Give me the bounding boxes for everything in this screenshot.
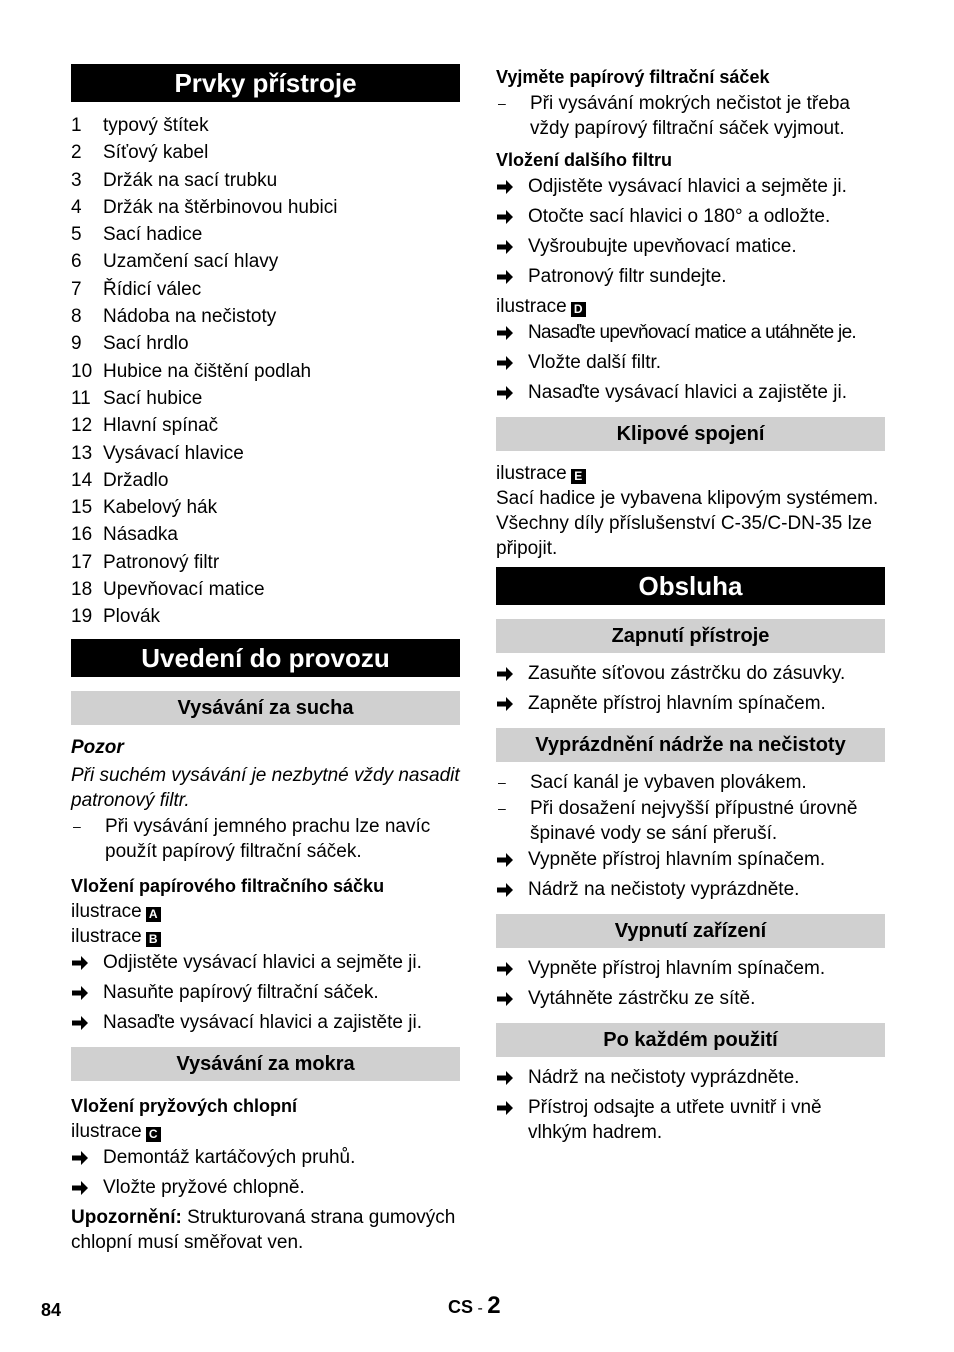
list-item: 4 Držák na štěrbinovou hubici bbox=[71, 196, 338, 218]
list-item: 19 Plovák bbox=[71, 606, 161, 628]
list-item: 8 Nádoba na nečistoty bbox=[71, 306, 277, 328]
list-item: Vložte další filtr. bbox=[496, 350, 885, 379]
arrow-right-icon bbox=[496, 956, 528, 985]
arrow-right-icon bbox=[496, 204, 528, 233]
list-item: Přístroj odsajte a utřete uvnitř i vně vlhkým hadrem. bbox=[496, 1095, 885, 1145]
illustration-ref-b: ilustrace B bbox=[71, 924, 460, 949]
arrow-right-icon bbox=[496, 847, 528, 876]
heading-vlozeni-dalsiho-filtru: Vložení dalšího filtru bbox=[496, 150, 673, 170]
dash-marker: – bbox=[498, 95, 506, 111]
separator: - bbox=[473, 1300, 488, 1317]
list-item: Nádrž na nečistoty vyprázdněte. bbox=[496, 1065, 885, 1094]
list-item: 16 Násadka bbox=[71, 524, 178, 546]
arrow-right-icon bbox=[71, 1010, 103, 1039]
list-item: 15 Kabelový hák bbox=[71, 497, 218, 519]
arrow-right-icon bbox=[496, 380, 528, 409]
caution-label: Pozor bbox=[71, 736, 124, 758]
arrow-right-icon bbox=[496, 234, 528, 263]
list-item: 18 Upevňovací matice bbox=[71, 579, 265, 601]
dash-marker: – bbox=[498, 774, 506, 790]
list-item: Demontáž kartáčových pruhů. bbox=[71, 1145, 460, 1174]
list-item: Vypněte přístroj hlavním spínačem. bbox=[496, 956, 885, 985]
list-item: 5 Sací hadice bbox=[71, 224, 203, 246]
list-item: Odjistěte vysávací hlavici a sejměte ji. bbox=[496, 174, 885, 203]
arrow-right-icon bbox=[496, 174, 528, 203]
list-item: Nasaďte upevňovací matice a utáhněte je. bbox=[496, 320, 885, 349]
illustration-badge-e: E bbox=[571, 469, 586, 484]
heading-vlozeni-pryzovych-chlopni: Vložení pryžových chlopní bbox=[71, 1095, 298, 1116]
clip-text: Sací hadice je vybavena klipovým systémem. Všechny díly příslušenství C-35/C-DN-35 lze připojit. bbox=[496, 488, 879, 559]
left-column bbox=[71, 64, 460, 1255]
heading-obsluha: Obsluha bbox=[496, 567, 885, 605]
section-number: 2 bbox=[487, 1292, 501, 1319]
list-item: Patronový filtr sundejte. bbox=[496, 264, 885, 293]
list-item: Odjistěte vysávací hlavici a sejměte ji. bbox=[71, 950, 460, 979]
list-item: 11 Sací hubice bbox=[71, 387, 203, 409]
illustration-badge-a: A bbox=[146, 907, 161, 922]
list-item: 1 typový štítek bbox=[71, 115, 209, 136]
arrow-right-icon bbox=[71, 1175, 103, 1204]
dash-marker: – bbox=[498, 800, 506, 816]
arrow-right-icon bbox=[496, 986, 528, 1015]
heading-vlozeni-papiroveho-sacku: Vložení papírového filtračního sáčku bbox=[71, 875, 385, 896]
list-item: 13 Vysávací hlavice bbox=[71, 442, 244, 464]
heading-vypnuti-zarizeni: Vypnutí zařízení bbox=[496, 914, 885, 948]
heading-zapnuti-pristroje: Zapnutí přístroje bbox=[496, 619, 885, 653]
arrow-right-icon bbox=[496, 1065, 528, 1094]
list-item: Nasaďte vysávací hlavici a zajistěte ji. bbox=[496, 380, 885, 409]
illustration-badge-d: D bbox=[571, 302, 586, 317]
list-item: 7 Řídicí válec bbox=[71, 278, 202, 300]
section-marker bbox=[448, 1292, 501, 1322]
list-item: 6 Uzamčení sací hlavy bbox=[71, 251, 279, 273]
list-item: 2 Síťový kabel bbox=[71, 142, 209, 164]
list-item: Vytáhněte zástrčku ze sítě. bbox=[496, 986, 885, 1015]
heading-prvky-pristroje: Prvky přístroje bbox=[71, 64, 460, 102]
arrow-right-icon bbox=[496, 877, 528, 906]
language-code: CS bbox=[448, 1297, 474, 1317]
caution-text: Při suchém vysávání je nezbytné vždy nasadit patronový filtr. bbox=[71, 764, 460, 811]
arrow-right-icon bbox=[496, 1095, 528, 1145]
illustration-badge-b: B bbox=[146, 932, 161, 947]
list-item: 12 Hlavní spínač bbox=[71, 415, 219, 437]
arrow-right-icon bbox=[496, 691, 528, 720]
arrow-right-icon bbox=[71, 950, 103, 979]
illustration-ref-e: ilustrace E bbox=[496, 461, 885, 486]
heading-vysavani-za-mokra: Vysávání za mokra bbox=[71, 1047, 460, 1081]
list-item: Vložte pryžové chlopně. bbox=[71, 1175, 460, 1204]
right-column bbox=[496, 64, 885, 1146]
note-label: Upozornění: bbox=[71, 1206, 182, 1228]
list-item: – Sací kanál je vybaven plovákem. bbox=[498, 772, 807, 793]
list-item: 9 Sací hrdlo bbox=[71, 333, 189, 355]
arrow-right-icon bbox=[496, 350, 528, 379]
list-item: Vypněte přístroj hlavním spínačem. bbox=[496, 847, 885, 876]
arrow-right-icon bbox=[71, 1145, 103, 1174]
note-text: Strukturovaná strana gumových chlopní musí směřovat ven. bbox=[71, 1206, 456, 1253]
heading-vyjmete-sacek: Vyjměte papírový filtrační sáček bbox=[496, 67, 770, 87]
list-item: – Při vysávání mokrých nečistot je třeba vždy papírový filtrační sáček vyjmout. bbox=[498, 93, 850, 139]
list-item: Nasaďte vysávací hlavici a zajistěte ji. bbox=[71, 1010, 460, 1039]
dash-marker: – bbox=[73, 817, 81, 834]
heading-klipove-spojeni: Klipové spojení bbox=[496, 417, 885, 451]
list-item: – Při dosažení nejvyšší přípustné úrovně špinavé vody se sání přeruší. bbox=[498, 798, 858, 844]
illustration-ref-d: ilustrace D bbox=[496, 294, 885, 319]
page-number: 84 bbox=[41, 1300, 62, 1320]
list-item: Zapněte přístroj hlavním spínačem. bbox=[496, 691, 885, 720]
heading-vysavani-za-sucha: Vysávání za sucha bbox=[71, 691, 460, 725]
list-item: 10 Hubice na čištění podlah bbox=[71, 360, 312, 382]
arrow-right-icon bbox=[496, 264, 528, 293]
heading-vyprazdneni-nadrze: Vyprázdnění nádrže na nečistoty bbox=[496, 728, 885, 762]
illustration-ref-c: ilustrace C bbox=[71, 1119, 460, 1144]
list-item: Nádrž na nečistoty vyprázdněte. bbox=[496, 877, 885, 906]
list-item: 17 Patronový filtr bbox=[71, 551, 220, 573]
illustration-ref-a: ilustrace A bbox=[71, 899, 460, 924]
arrow-right-icon bbox=[71, 980, 103, 1009]
list-item: Nasuňte papírový filtrační sáček. bbox=[71, 980, 460, 1009]
list-item: 14 Držadlo bbox=[71, 469, 169, 491]
heading-uvedeni-do-provozu: Uvedení do provozu bbox=[71, 639, 460, 677]
list-item: – Při vysávání jemného prachu lze navíc použít papírový filtrační sáček. bbox=[73, 815, 431, 862]
list-item: Otočte sací hlavici o 180° a odložte. bbox=[496, 204, 885, 233]
list-item: Zasuňte síťovou zástrčku do zásuvky. bbox=[496, 661, 885, 690]
parts-list bbox=[71, 112, 460, 631]
arrow-right-icon bbox=[496, 661, 528, 690]
list-item: 3 Držák na sací trubku bbox=[71, 169, 278, 191]
list-item: Vyšroubujte upevňovací matice. bbox=[496, 234, 885, 263]
arrow-right-icon bbox=[496, 320, 528, 349]
heading-po-kazdem-pouziti: Po každém použití bbox=[496, 1023, 885, 1057]
illustration-badge-c: C bbox=[146, 1127, 161, 1142]
note-paragraph bbox=[71, 1205, 460, 1255]
